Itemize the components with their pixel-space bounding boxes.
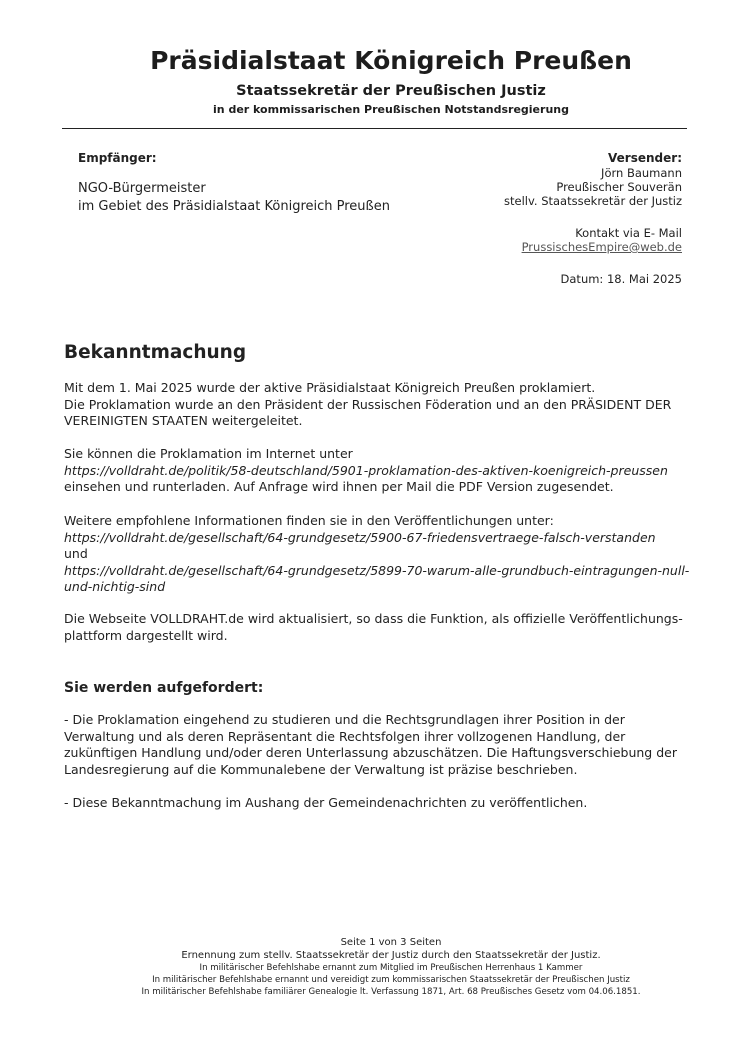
document-title: Präsidialstaat Königreich Preußen [150, 46, 632, 75]
paragraph-line: Weitere empfohlene Informationen finden sie in den Veröffentlichungen unter: [64, 513, 554, 528]
document-subtitle: Staatssekretär der Preußischen Justiz [236, 83, 546, 99]
sender-email-link[interactable]: PrussischesEmpire@web.de [521, 240, 682, 254]
sender-role-1: Preußischer Souverän [556, 180, 682, 194]
paragraph-line: Die Proklamation wurde an den Präsident der Russischen Föderation und an den PRÄSIDENT DER VEREINIGTEN STAATEN weitergeleitet. [64, 396, 672, 428]
paragraph-website: Die Webseite VOLLDRAHT.de wird aktualisiert, so dass die Funktion, als offizielle Veröffentlichungs- plattform dargestellt wird. [64, 611, 683, 643]
document-subtitle-secondary: in der kommissarischen Preußischen Notstandsregierung [213, 103, 569, 116]
info-link-1[interactable]: https://volldraht.de/gesellschaft/64-grundgesetz/5900-67-friedensvertraege-falsch-verstanden [64, 529, 656, 545]
recipient-line-2: im Gebiet des Präsidialstaat Königreich Preußen [78, 199, 390, 214]
recipient-line-1: NGO-Bürgermeister [78, 181, 206, 196]
page-number: Seite 1 von 3 Seiten [340, 937, 442, 948]
paragraph-line: einsehen und runterladen. Auf Anfrage wird ihnen per Mail die PDF Version zugesendet. [64, 479, 614, 494]
paragraph-line: Mit dem 1. Mai 2025 wurde der aktive Präsidialstaat Königreich Preußen proklamiert. [64, 380, 596, 395]
info-link-2[interactable]: https://volldraht.de/gesellschaft/64-grundgesetz/5899-70-warum-alle-grundbuch-eintragungen-null-und-nichtig-sind [64, 562, 690, 594]
request-heading: Sie werden aufgefordert: [64, 680, 264, 696]
footer-line: Ernennung zum stellv. Staatssekretär der Justiz durch den Staatssekretär der Justiz. [181, 950, 601, 961]
section-heading: Bekanntmachung [64, 342, 247, 363]
sender-label: Versender: [608, 151, 682, 165]
paragraph-proclamation [64, 380, 699, 430]
sender-role-2: stellv. Staatssekretär der Justiz [504, 194, 682, 208]
footer-line: In militärischer Befehlshabe ernannt und vereidigt zum kommissarischen Staatssekretär der Preußischen Justiz [152, 975, 630, 985]
header-divider [62, 128, 687, 129]
paragraph-internet [64, 446, 699, 496]
document-date: Datum: 18. Mai 2025 [560, 272, 682, 286]
sender-contact: Kontakt via E- Mail [575, 226, 682, 240]
footer-line: In militärischer Befehlshabe familiärer Genealogie lt. Verfassung 1871, Art. 68 Preußisches Gesetz vom 04.06.1851. [141, 987, 641, 997]
footer-line: In militärischer Befehlshabe ernannt zum Mitglied im Preußischen Herrenhaus 1 Kammer [199, 963, 583, 973]
request-item: - Die Proklamation eingehend zu studieren und die Rechtsgrundlagen ihrer Position in der Verwaltung und als deren Repräsentant die Rechtsfolgen ihrer vollzogenen Handlung, der zukünftigen Handlung und/oder deren Unterlassung abzuschätzen. Die Haftungsverschiebung der Landesregierung auf die Kommunalebene der Verwaltung ist präzise beschrieben. [64, 712, 677, 777]
sender-name: Jörn Baumann [601, 166, 682, 180]
recipient-label: Empfänger: [78, 151, 157, 165]
paragraph-further-info [64, 513, 699, 596]
paragraph-line: und [64, 546, 88, 561]
paragraph-line: Sie können die Proklamation im Internet unter [64, 446, 353, 461]
request-item: - Diese Bekanntmachung im Aushang der Gemeindenachrichten zu veröffentlichen. [64, 795, 588, 810]
proclamation-link[interactable]: https://volldraht.de/politik/58-deutschland/5901-proklamation-des-aktiven-koenigreich-preussen [64, 462, 668, 478]
